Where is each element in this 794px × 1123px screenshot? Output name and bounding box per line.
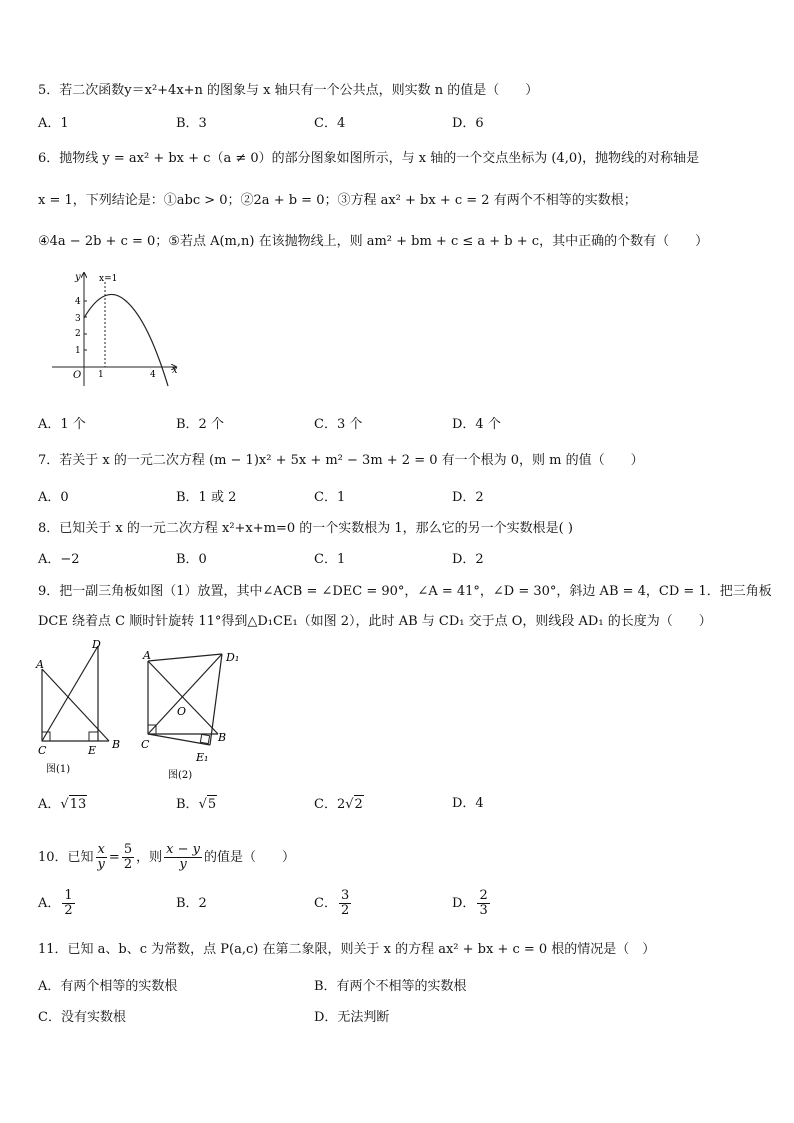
q9-line1: 9．把一副三角板如图（1）放置，其中∠ACB = ∠DEC = 90°，∠A = 41°，∠D = 30°，斜边 AB = 4，CD = 1．把三角板 [38,584,772,599]
q6-option-a: A．1 个 [38,417,86,432]
q7-option-b: B．1 或 2 [176,490,237,505]
q6-option-c: C．3 个 [314,417,363,432]
q8-option-a: A．−2 [38,552,80,567]
q7-option-c: C．1 [314,490,346,505]
q6-line3: ④4a − 2b + c = 0；⑤若点 A(m,n) 在该抛物线上，则 am² + bm + c ≤ a + b + c，其中正确的个数有（ ） [38,234,709,249]
y-tick-2: 2 [75,329,81,339]
fig2-label-e1: E₁ [196,751,209,764]
q5-option-a: A．1 [38,116,69,131]
fig2-caption: 图(2) [168,770,193,781]
fig2-label-a: A [143,649,151,662]
q7-option-d: D．2 [452,490,484,505]
q9-option-a: A．√13 [38,797,87,812]
fig2-label-o: O [177,705,187,718]
q11-option-b: B．有两个不相等的实数根 [314,979,467,994]
x-tick-1: 1 [98,370,104,380]
q6-line1: 6．抛物线 y = ax² + bx + c（a ≠ 0）的部分图象如图所示，与 x 轴的一个交点坐标为 (4,0)，抛物线的对称轴是 [38,151,700,166]
q9-option-b: B．√5 [176,797,217,812]
q8-stem: 8．已知关于 x 的一元二次方程 x²+x+m=0 的一个实数根为 1，那么它的另一个实数根是( ) [38,521,573,536]
fig1-caption: 图(1) [46,764,71,775]
q11-option-c: C．没有实数根 [38,1010,126,1025]
y-tick-3: 3 [75,314,81,324]
q5-option-d: D．6 [452,116,484,131]
q11-option-a: A．有两个相等的实数根 [38,979,178,994]
fig2-label-d1: D₁ [226,651,240,664]
q9-option-d: D．4 [452,796,484,811]
q10-stem: 10．已知 $\frac{x}{y}$ = $\frac{5}{2}$ ，则 $\frac{x - y}{y}$ 的值是（ ） [38,842,295,872]
q5-option-c: C．4 [314,116,346,131]
origin-label: O [73,370,82,381]
q11-option-d: D．无法判断 [314,1010,390,1025]
q6-line2: x = 1，下列结论是：①abc > 0；②2a + b = 0；③方程 ax² + bx + c = 2 有两个不相等的实数根； [38,193,637,208]
q6-option-b: B．2 个 [176,417,224,432]
fig2-label-c: C [141,738,150,751]
q10-option-c: C． $\frac{3}{2}$ [314,888,350,918]
fig2-label-b: B [218,731,227,744]
q8-option-b: B．0 [176,552,207,567]
q8-option-d: D．2 [452,552,484,567]
parabola-graph [48,268,188,390]
q9-option-c: C．2√2 [314,797,363,812]
q10-option-d: D． $\frac{2}{3}$ [452,888,488,918]
symmetry-label: x=1 [99,274,118,284]
fig1-label-d: D [92,638,101,651]
q8-option-c: C．1 [314,552,346,567]
q5-option-b: B．3 [176,116,207,131]
triangle-figure-1 [34,636,129,778]
y-axis-label: y [75,272,81,283]
fig1-label-c: C [38,744,47,757]
q9-line2: DCE 绕着点 C 顺时针旋转 11°得到△D₁CE₁（如图 2），此时 AB 与 CD₁ 交于点 O，则线段 AD₁ 的长度为（ ） [38,614,712,629]
q10-option-a: A． $\frac{1}{2}$ [38,888,73,918]
q6-option-d: D．4 个 [452,417,501,432]
triangle-figure-2 [138,644,250,784]
fig1-label-b: B [112,738,121,751]
q5-stem: 5．若二次函数y＝x²+4x+n 的图象与 x 轴只有一个公共点，则实数 n 的值是（ ） [38,83,539,98]
q11-stem: 11．已知 a、b、c 为常数，点 P(a,c) 在第二象限，则关于 x 的方程 ax² + bx + c = 0 根的情况是（ ） [38,942,656,957]
x-axis-label: x [172,365,178,376]
x-tick-4: 4 [150,370,156,380]
q7-stem: 7．若关于 x 的一元二次方程 (m − 1)x² + 5x + m² − 3m + 2 = 0 有一个根为 0，则 m 的值（ ） [38,453,644,468]
q10-option-b: B．2 [176,896,207,911]
q7-option-a: A．0 [38,490,69,505]
fig1-label-e: E [88,744,97,757]
y-tick-1: 1 [75,346,81,356]
fig1-label-a: A [36,658,44,671]
y-tick-4: 4 [75,297,81,307]
